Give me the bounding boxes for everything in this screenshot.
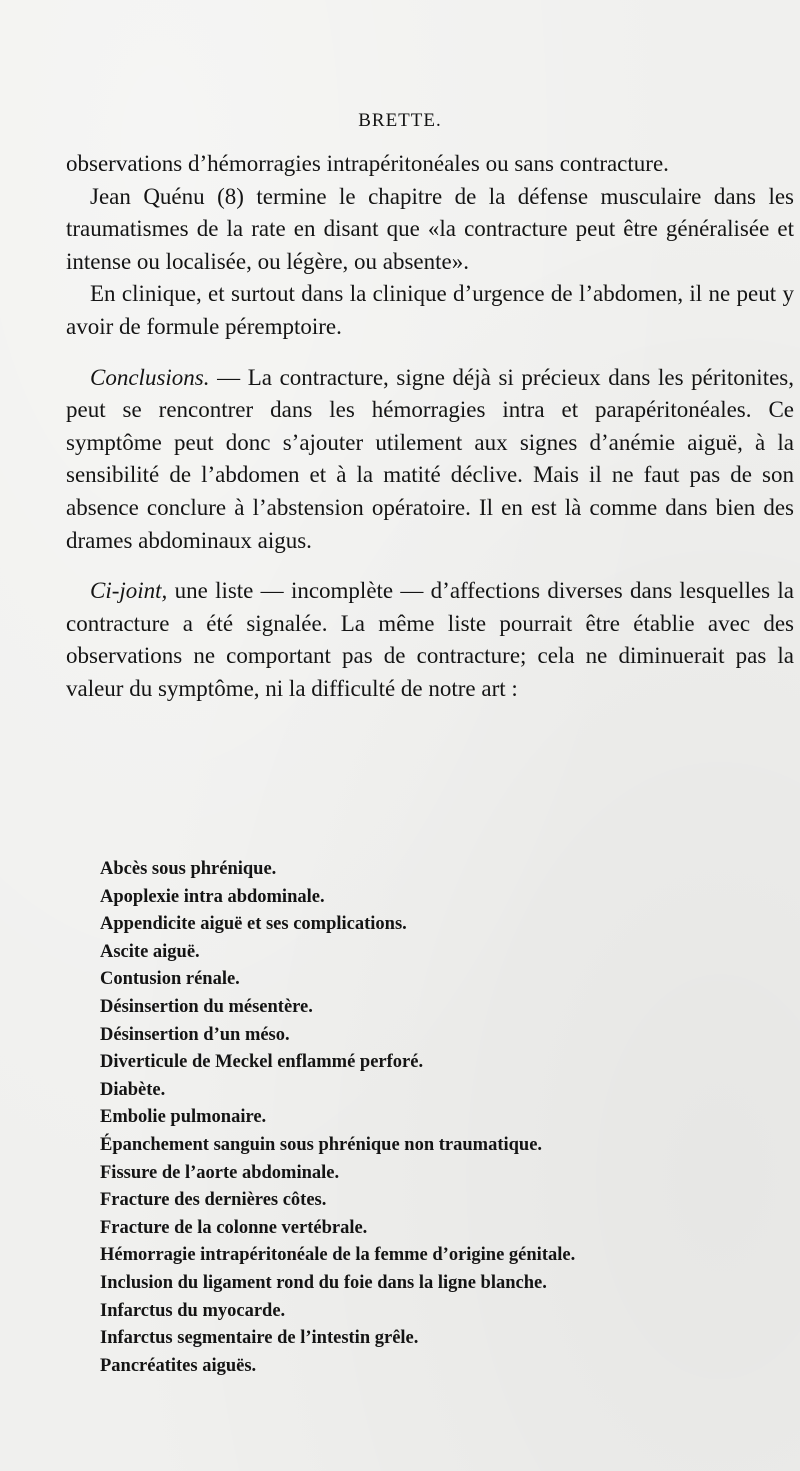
list-item: Diabète. xyxy=(100,1079,166,1100)
list-item: Appendicite aiguë et ses complications. xyxy=(100,914,407,935)
list-item: Ascite aiguë. xyxy=(100,941,200,962)
list-item: Pancréatites aiguës. xyxy=(100,1355,257,1376)
list-item: Diverticule de Meckel enflammé perforé. xyxy=(100,1052,424,1073)
paragraph-lead: Conclusions. xyxy=(90,364,210,390)
list-item: Contusion rénale. xyxy=(100,969,240,990)
affections-list xyxy=(100,856,790,1380)
paragraph-ci-joint xyxy=(66,575,794,705)
list-item: Fracture des dernières côtes. xyxy=(100,1190,327,1211)
list-item: Abcès sous phrénique. xyxy=(100,859,277,879)
paragraph-continuation xyxy=(66,148,794,181)
paragraph-text: observations d’hémorragies intrapéritonéales ou sans contracture. xyxy=(66,151,669,176)
paragraph-clinique xyxy=(66,278,794,343)
paragraph-text: — La contracture, signe déjà si précieux dans les péritonites, peut se rencontrer dans les hémorragies intra et parapéritonéales. Ce symptôme peut donc s’ajouter utilement aux signes d’anémie aiguë, à la sensibilité de l’abdomen et à la matité déclive. Mais il ne faut pas de son absence conclure à l’abstension opératoire. Il en est là comme dans bien des drames abdominaux aigus. xyxy=(66,364,794,553)
list-item: Infarctus segmentaire de l’intestin grêle. xyxy=(100,1328,419,1349)
paragraph-quenu xyxy=(66,181,794,279)
list-item: Infarctus du myocarde. xyxy=(100,1300,286,1321)
list-item: Désinsertion d’un méso. xyxy=(100,1024,290,1045)
body-text xyxy=(66,148,794,706)
running-head: BRETTE. xyxy=(358,110,442,131)
paragraph-text: Jean Quénu (8) termine le chapitre de la défense musculaire dans les traumatismes de la rate en disant que «la contracture peut être généralisée et intense ou localisée, ou légère, ou absente». xyxy=(66,183,794,274)
paragraph-text: une liste — incomplète — d’affections diverses dans lesquelles la contracture a été signalée. La même liste pourrait être établie avec des observations ne comportant pas de contracture; cela ne diminuerait pas la valeur du symptôme, ni la difficulté de notre art : xyxy=(66,578,794,701)
list-item: Hémorragie intrapéritonéale de la femme d’origine génitale. xyxy=(100,1245,576,1266)
paragraph-conclusions xyxy=(66,362,794,558)
paragraph-lead: Ci-joint, xyxy=(90,578,168,604)
list-item: Embolie pulmonaire. xyxy=(100,1107,267,1128)
list-item: Désinsertion du mésentère. xyxy=(100,996,313,1017)
list-item: Fracture de la colonne vertébrale. xyxy=(100,1217,368,1238)
list-item: Épanchement sanguin sous phrénique non traumatique. xyxy=(100,1134,543,1155)
list-item: Inclusion du ligament rond du foie dans la ligne blanche. xyxy=(100,1272,547,1293)
list-item: Fissure de l’aorte abdominale. xyxy=(100,1162,340,1183)
list-item: Apoplexie intra abdominale. xyxy=(100,886,325,907)
paragraph-text: En clinique, et surtout dans la clinique d’urgence de l’abdomen, il ne peut y avoir de formule péremptoire. xyxy=(66,281,794,339)
